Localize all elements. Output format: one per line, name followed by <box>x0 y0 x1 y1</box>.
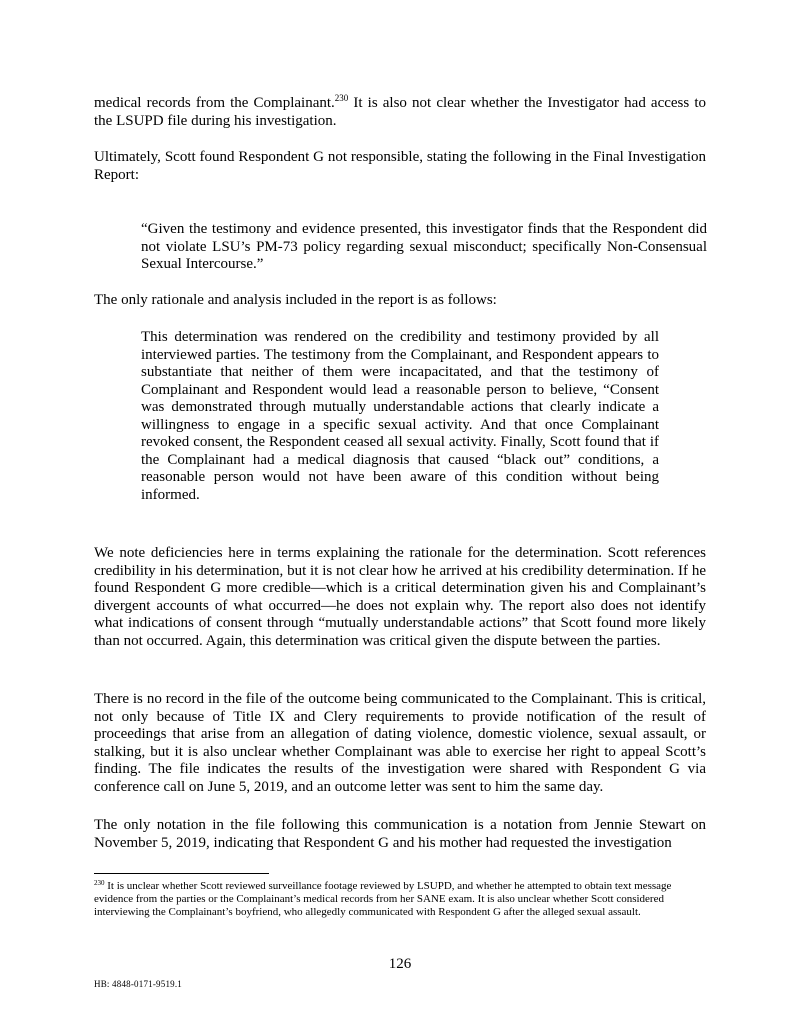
paragraph-ultimately: Ultimately, Scott found Respondent G not responsible, stating the following in the Final Investigation Report: <box>94 149 706 183</box>
page-number: 126 <box>388 956 412 972</box>
block-quote-finding: “Given the testimony and evidence presented, this investigator finds that the Respondent did not violate LSU’s PM-73 policy regarding sexual misconduct; specifically Non-Consensual Sexual Intercourse.” <box>141 221 707 272</box>
footnote-reference-230[interactable]: 230 <box>334 93 349 103</box>
paragraph-text: medical records from the Complainant. <box>94 95 335 111</box>
footnote-text: It is unclear whether Scott reviewed surveillance footage reviewed by LSUPD, and whether he attempted to obtain text message evidence from the parties or the Complainant’s medical records from her SANE exam. It is also unclear whether Scott considered interviewing the Complainant’s boyfriend, who allegedly communicated with Respondent G after the alleged sexual assault. <box>94 880 672 919</box>
paragraph-deficiencies: We note deficiencies here in terms explaining the rationale for the determination. Scott references credibility in his determination, but it is not clear how he arrived at his credibility determination. If he found Respondent G more credible—which is a critical determination given his and Complainant’s divergent accounts of what occurred—he does not explain why. The report also does not identify what indications of consent through “mutually understandable actions” that Scott found more likely than not occurred. Again, this determination was critical given the dispute between the parties. <box>94 545 706 649</box>
paragraph-notation: The only notation in the file following this communication is a notation from Jennie Stewart on November 5, 2019, indicating that Respondent G and his mother had requested the investigation <box>94 817 706 851</box>
footnote-number: 230 <box>94 879 105 887</box>
footnote-230 <box>94 880 706 920</box>
paragraph-text-continued: It is also not clear whether the Investigator had access to the LSUPD file during his investigation. <box>94 95 707 129</box>
paragraph-rationale-intro: The only rationale and analysis included in the report is as follows: <box>94 292 497 308</box>
footnote-separator <box>94 873 269 874</box>
document-id: HB: 4848-0171-9519.1 <box>94 979 182 989</box>
paragraph-medical-records <box>94 95 706 130</box>
paragraph-no-record: There is no record in the file of the outcome being communicated to the Complainant. This is critical, not only because of Title IX and Clery requirements to provide notification of the result of proceedings that arise from an allegation of dating violence, domestic violence, sexual assault, or stalking, but it is also unclear whether Complainant was able to exercise her right to appeal Scott’s finding. The file indicates the results of the investigation were shared with Respondent G via conference call on June 5, 2019, and an outcome letter was sent to him the same day. <box>94 691 706 795</box>
block-quote-rationale: This determination was rendered on the credibility and testimony provided by all interviewed parties. The testimony from the Complainant, and Respondent appears to substantiate that neither of them were incapacitated, and that the testimony of Complainant and Respondent would lead a reasonable person to believe, “Consent was demonstrated through mutually understandable actions that clearly indicate a willingness to engage in a specific sexual activity. And that once Complainant revoked consent, the Respondent ceased all sexual activity. Finally, Scott found that if the Complainant had a medical diagnosis that caused “black out” conditions, a reasonable person would not have been aware of this condition without being informed. <box>141 329 659 503</box>
